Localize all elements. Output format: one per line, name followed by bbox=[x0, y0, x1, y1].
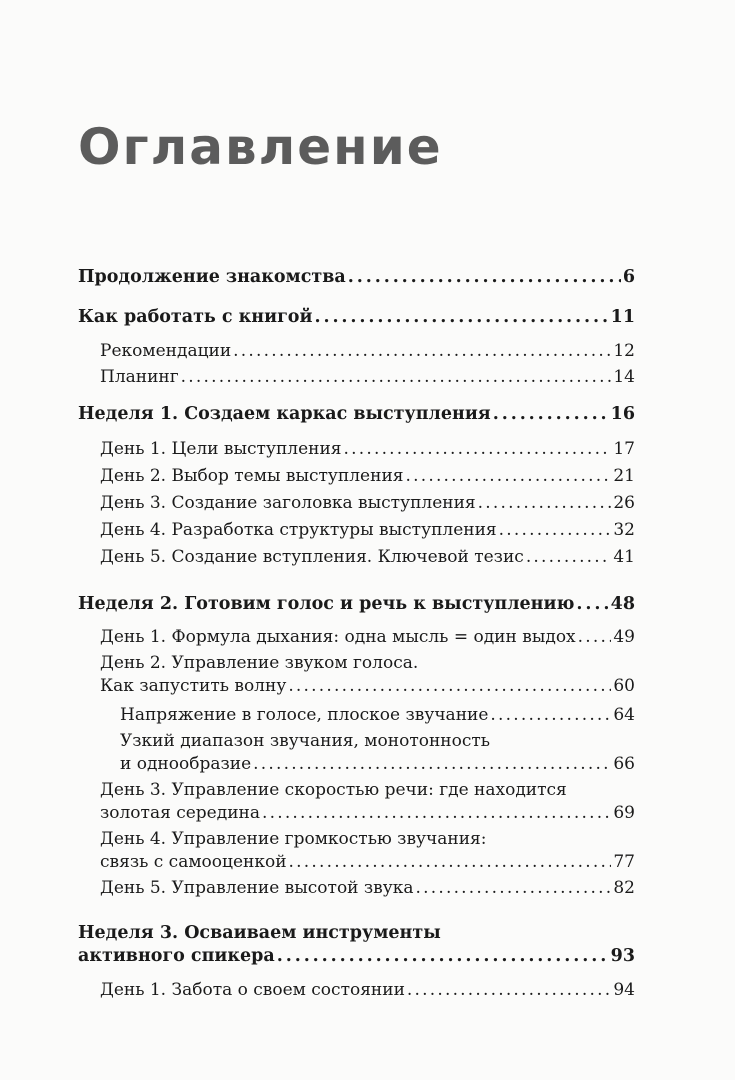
toc-entry-page: 21 bbox=[613, 466, 635, 486]
toc-entry-label: активного спикера bbox=[78, 946, 275, 966]
toc-entry-label: День 5. Создание вступления. Ключевой тезис bbox=[100, 547, 524, 567]
toc-entry[interactable] bbox=[100, 492, 635, 515]
toc-entry-page: 93 bbox=[610, 946, 635, 966]
dot-leader bbox=[406, 465, 612, 488]
page-title: Оглавление bbox=[78, 118, 443, 176]
toc-entry[interactable] bbox=[78, 922, 635, 968]
dot-leader bbox=[288, 675, 611, 698]
toc-entry[interactable] bbox=[78, 403, 635, 426]
toc-entry-label: День 2. Выбор темы выступления bbox=[100, 466, 404, 486]
toc-entry-page: 17 bbox=[613, 439, 635, 459]
toc-entry-page: 64 bbox=[613, 705, 635, 725]
dot-leader bbox=[344, 438, 612, 461]
toc-entry[interactable] bbox=[100, 465, 635, 488]
toc-entry-label: Неделя 1. Создаем каркас выступления bbox=[78, 404, 491, 424]
toc-entry-label: Как работать с книгой bbox=[78, 307, 313, 327]
toc-entry-page: 11 bbox=[610, 307, 635, 327]
toc-entry[interactable] bbox=[120, 730, 635, 776]
toc-entry-label: Рекомендации bbox=[100, 341, 232, 361]
toc-entry-label: золотая середина bbox=[100, 803, 260, 823]
toc-entry-label: и однообразие bbox=[120, 754, 252, 774]
toc-entry-label: Продолжение знакомства bbox=[78, 267, 346, 287]
toc-entry-label: Неделя 2. Готовим голос и речь к выступлению bbox=[78, 594, 575, 614]
toc-entry-label: Планинг bbox=[100, 367, 179, 387]
toc-entry-label: День 4. Разработка структуры выступления bbox=[100, 520, 497, 540]
toc-entry-page: 69 bbox=[613, 803, 635, 823]
toc-entry-page: 77 bbox=[613, 852, 635, 872]
toc-entry-page: 94 bbox=[613, 980, 635, 1000]
toc-entry-page: 41 bbox=[613, 547, 635, 567]
dot-leader bbox=[314, 306, 608, 329]
dot-leader bbox=[277, 945, 609, 968]
toc-entry[interactable] bbox=[100, 519, 635, 542]
dot-leader bbox=[233, 340, 611, 363]
dot-leader bbox=[289, 851, 612, 874]
toc-entry[interactable] bbox=[100, 828, 635, 874]
toc-entry-page: 66 bbox=[613, 754, 635, 774]
dot-leader bbox=[348, 266, 621, 289]
dot-leader bbox=[578, 626, 612, 649]
toc-entry-label: День 3. Создание заголовка выступления bbox=[100, 493, 476, 513]
dot-leader bbox=[526, 546, 612, 569]
dot-leader bbox=[576, 593, 608, 616]
dot-leader bbox=[499, 519, 612, 542]
toc-entry-label: Как запустить волну bbox=[100, 676, 287, 696]
toc-entry-page: 60 bbox=[613, 676, 635, 696]
toc-entry[interactable] bbox=[120, 704, 635, 727]
toc-entry-page: 26 bbox=[613, 493, 635, 513]
dot-leader bbox=[416, 877, 612, 900]
toc-entry-page: 49 bbox=[613, 627, 635, 647]
toc-entry-label: День 5. Управление высотой звука bbox=[100, 878, 414, 898]
toc-entry-page: 6 bbox=[622, 267, 635, 287]
toc-entry[interactable] bbox=[100, 779, 635, 825]
toc-entry-page: 12 bbox=[613, 341, 635, 361]
dot-leader bbox=[407, 979, 611, 1002]
toc-entry[interactable] bbox=[100, 877, 635, 900]
toc-entry-label: связь с самооценкой bbox=[100, 852, 287, 872]
toc-entry[interactable] bbox=[100, 626, 635, 649]
toc-entry-label: Напряжение в голосе, плоское звучание bbox=[120, 705, 489, 725]
toc-entry-page: 14 bbox=[613, 367, 635, 387]
toc-entry[interactable] bbox=[100, 340, 635, 363]
toc-entry[interactable] bbox=[78, 593, 635, 616]
toc-entry-label: День 1. Формула дыхания: одна мысль = один выдох bbox=[100, 627, 576, 647]
toc-entry-page: 82 bbox=[613, 878, 635, 898]
toc-entry[interactable] bbox=[100, 546, 635, 569]
dot-leader bbox=[478, 492, 612, 515]
toc-entry-label-line1: День 2. Управление звуком голоса. bbox=[100, 653, 419, 673]
toc-entry-label: День 1. Цели выступления bbox=[100, 439, 342, 459]
toc-entry[interactable] bbox=[78, 306, 635, 329]
toc-entry[interactable] bbox=[100, 979, 635, 1002]
toc-entry[interactable] bbox=[100, 652, 635, 698]
dot-leader bbox=[493, 403, 609, 426]
toc-entry-label-line1: День 4. Управление громкостью звучания: bbox=[100, 829, 487, 849]
toc-entry[interactable] bbox=[100, 438, 635, 461]
toc-entry-page: 16 bbox=[610, 404, 635, 424]
dot-leader bbox=[490, 704, 611, 727]
toc-entry[interactable] bbox=[78, 266, 635, 289]
toc-entry-page: 48 bbox=[610, 594, 635, 614]
toc-entry-label-line1: Узкий диапазон звучания, монотонность bbox=[120, 731, 491, 751]
toc-entry-label: День 1. Забота о своем состоянии bbox=[100, 980, 405, 1000]
toc-entry[interactable] bbox=[100, 366, 635, 389]
dot-leader bbox=[181, 366, 612, 389]
toc-entry-page: 32 bbox=[613, 520, 635, 540]
toc-entry-label-line1: Неделя 3. Осваиваем инструменты bbox=[78, 923, 441, 943]
dot-leader bbox=[262, 802, 611, 825]
dot-leader bbox=[253, 753, 611, 776]
toc-entry-label-line1: День 3. Управление скоростью речи: где находится bbox=[100, 780, 567, 800]
